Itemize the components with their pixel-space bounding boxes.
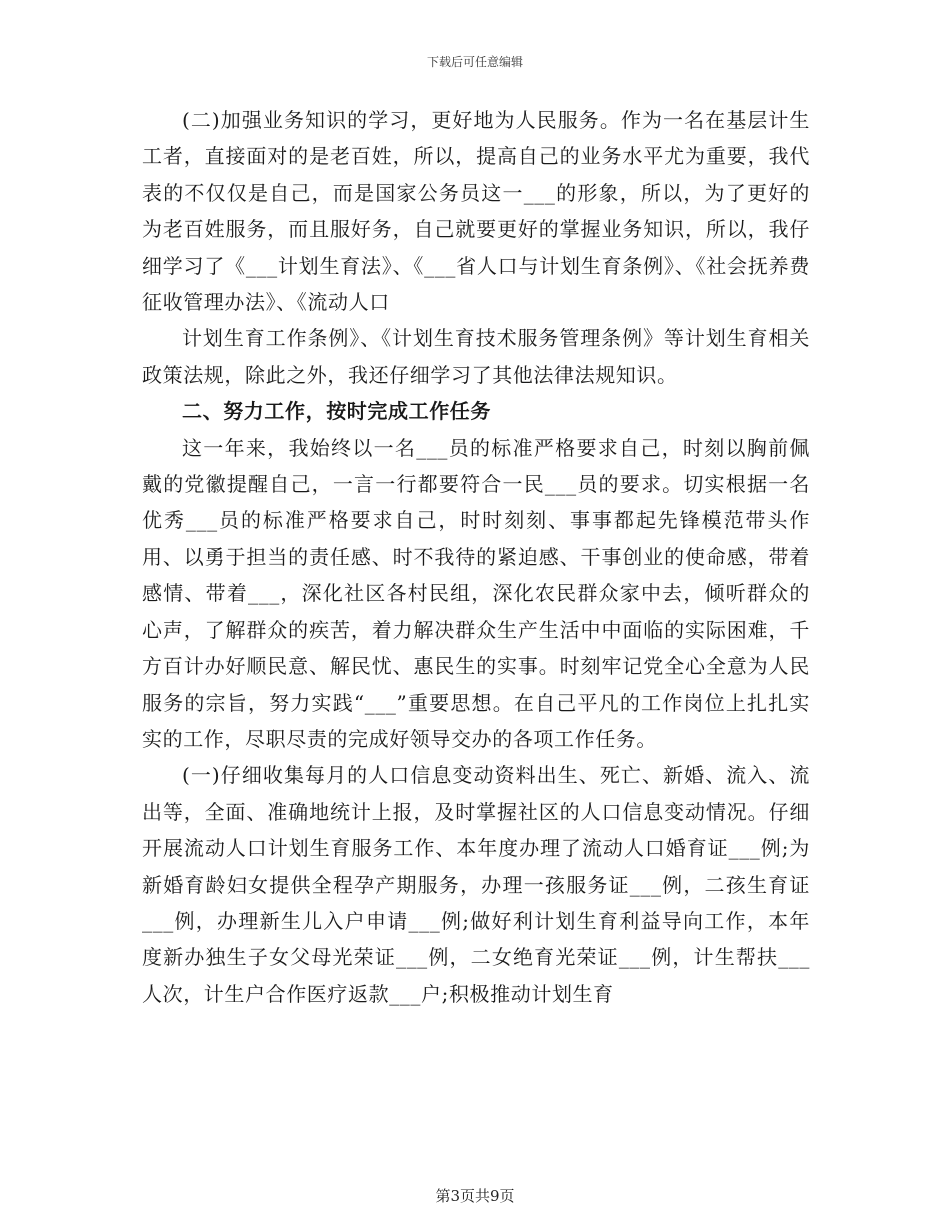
- paragraph-statistics: (一)仔细收集每月的人口信息变动资料出生、死亡、新婚、流入、流出等，全面、准确地统计上报，及时掌握社区的人口信息变动情况。仔细开展流动人口计划生育服务工作、本年度办理了流动人口婚育证___例;为新婚育龄妇女提供全程孕产期服务，办理一孩服务证___例，二孩生育证___例，办理新生儿入户申请___例;做好利计划生育利益导向工作，本年度新办独生子女父母光荣证___例，二女绝育光荣证___例，计生帮扶___人次，计生户合作医疗返款___户;积极推动计划生育: [142, 763, 810, 1006]
- paragraph-study-continued: 计划生育工作条例》、《计划生育技术服务管理条例》等计划生育相关政策法规，除此之外，我还仔细学习了其他法律法规知识。: [142, 326, 810, 387]
- header-note: 下载后可任意编辑: [426, 55, 523, 69]
- page-number: 第3页共9页: [435, 1187, 515, 1205]
- paragraph-study: (二)加强业务知识的学习，更好地为人民服务。作为一名在基层计生工者，直接面对的是老百姓，所以，提高自己的业务水平尤为重要，我代表的不仅仅是自己，而是国家公务员这一___的形象，所以，为了更好的为老百姓服务，而且服好务，自己就要更好的掌握业务知识，所以，我仔细学习了《___计划生育法》、《___省人口与计划生育条例》、《社会抚养费征收管理办法》、《流动人口: [142, 108, 810, 315]
- section-heading: 二、努力工作，按时完成工作任务: [182, 399, 491, 424]
- paragraph-work: 这一年来，我始终以一名___员的标准严格要求自己，时刻以胸前佩戴的党徽提醒自己，一言一行都要符合一民___员的要求。切实根据一名优秀___员的标准严格要求自己，时时刻刻、事事都起先锋模范带头作用、以勇于担当的责任感、时不我待的紧迫感、干事创业的使命感，带着感情、带着___，深化社区各村民组，深化农民群众家中去，倾听群众的心声，了解群众的疾苦，着力解决群众生产生活中中面临的实际困难，千方百计办好顺民意、解民忧、惠民生的实事。时刻牢记党全心全意为人民服务的宗旨，努力实践“___”重要思想。在自己平凡的工作岗位上扎扎实实的工作，尽职尽责的完成好领导交办的各项工作任务。: [142, 435, 810, 751]
- document-body: [142, 102, 810, 1012]
